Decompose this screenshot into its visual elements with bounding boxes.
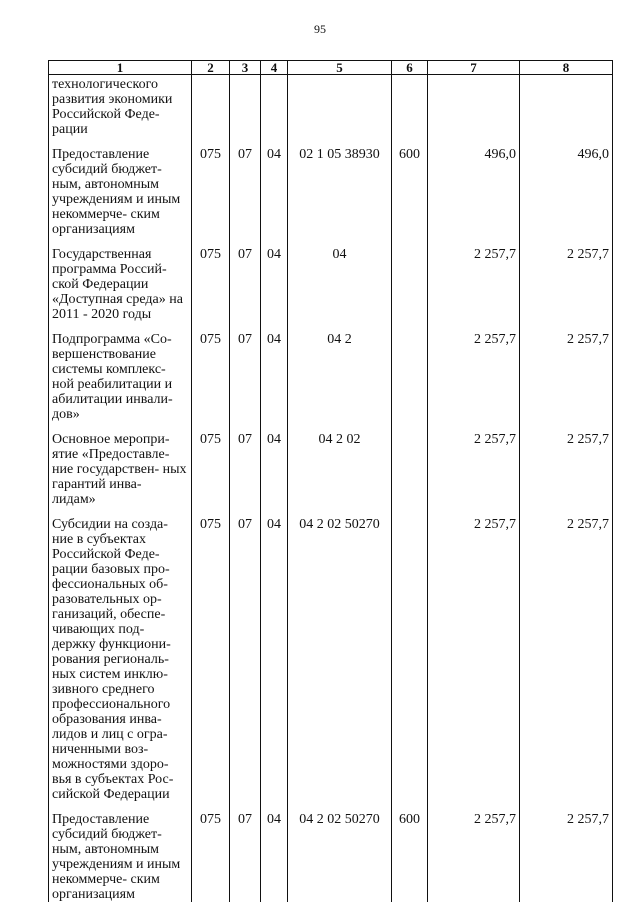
table-row bbox=[49, 322, 613, 422]
cell-amount-2: 496,0 bbox=[520, 137, 613, 237]
column-header: 7 bbox=[428, 61, 520, 75]
cell-amount-1: 496,0 bbox=[428, 137, 520, 237]
cell-expense-type bbox=[392, 322, 428, 422]
column-header: 8 bbox=[520, 61, 613, 75]
cell-section: 07 bbox=[230, 137, 261, 237]
budget-table bbox=[48, 60, 613, 902]
cell-amount-1: 2 257,7 bbox=[428, 422, 520, 507]
cell-section: 07 bbox=[230, 322, 261, 422]
cell-expense-type bbox=[392, 237, 428, 322]
column-header: 1 bbox=[49, 61, 192, 75]
cell-expense-type bbox=[392, 75, 428, 138]
table-row bbox=[49, 237, 613, 322]
cell-code: 075 bbox=[192, 322, 230, 422]
column-header: 2 bbox=[192, 61, 230, 75]
table-header-row bbox=[49, 61, 613, 75]
cell-expense-type: 600 bbox=[392, 802, 428, 902]
table-row bbox=[49, 422, 613, 507]
cell-target-article: 04 bbox=[288, 237, 392, 322]
cell-subsection: 04 bbox=[261, 137, 288, 237]
cell-target-article: 04 2 bbox=[288, 322, 392, 422]
row-name: Подпрограмма «Со- вершенствование системы комплекс- ной реабилитации и абилитации инвали- дов» bbox=[49, 322, 192, 422]
cell-subsection: 04 bbox=[261, 802, 288, 902]
column-header: 3 bbox=[230, 61, 261, 75]
cell-target-article: 04 2 02 50270 bbox=[288, 507, 392, 802]
cell-subsection: 04 bbox=[261, 422, 288, 507]
cell-target-article: 02 1 05 38930 bbox=[288, 137, 392, 237]
cell-amount-1: 2 257,7 bbox=[428, 507, 520, 802]
cell-expense-type bbox=[392, 507, 428, 802]
cell-target-article: 04 2 02 50270 bbox=[288, 802, 392, 902]
cell-code: 075 bbox=[192, 422, 230, 507]
cell-amount-1 bbox=[428, 75, 520, 138]
cell-code: 075 bbox=[192, 507, 230, 802]
cell-code: 075 bbox=[192, 802, 230, 902]
table-row bbox=[49, 75, 613, 138]
table-row bbox=[49, 802, 613, 902]
cell-amount-2 bbox=[520, 75, 613, 138]
row-name: Предоставление субсидий бюджет- ным, автономным учреждениям и иным некоммерче- ским организациям bbox=[49, 137, 192, 237]
row-name: технологического развития экономики Российской Феде- рации bbox=[49, 75, 192, 138]
cell-amount-2: 2 257,7 bbox=[520, 507, 613, 802]
row-name: Предоставление субсидий бюджет- ным, автономным учреждениям и иным некоммерче- ским организациям bbox=[49, 802, 192, 902]
cell-subsection: 04 bbox=[261, 322, 288, 422]
cell-amount-1: 2 257,7 bbox=[428, 802, 520, 902]
cell-section: 07 bbox=[230, 237, 261, 322]
cell-target-article bbox=[288, 75, 392, 138]
cell-code: 075 bbox=[192, 137, 230, 237]
row-name: Государственная программа Россий- ской Федерации «Доступная среда» на 2011 - 2020 годы bbox=[49, 237, 192, 322]
cell-expense-type bbox=[392, 422, 428, 507]
table-row bbox=[49, 507, 613, 802]
column-header: 5 bbox=[288, 61, 392, 75]
cell-amount-2: 2 257,7 bbox=[520, 802, 613, 902]
cell-amount-2: 2 257,7 bbox=[520, 422, 613, 507]
column-header: 6 bbox=[392, 61, 428, 75]
cell-section: 07 bbox=[230, 802, 261, 902]
cell-section bbox=[230, 75, 261, 138]
table-row bbox=[49, 137, 613, 237]
cell-code: 075 bbox=[192, 237, 230, 322]
cell-section: 07 bbox=[230, 507, 261, 802]
cell-expense-type: 600 bbox=[392, 137, 428, 237]
cell-target-article: 04 2 02 bbox=[288, 422, 392, 507]
cell-amount-1: 2 257,7 bbox=[428, 322, 520, 422]
cell-amount-2: 2 257,7 bbox=[520, 322, 613, 422]
row-name: Субсидии на созда- ние в субъектах Российской Феде- рации базовых про- фессиональных об- разовательных ор- ганизаций, обеспе- чивающих под- держку функциони- рования региональ- ных систем инклю- зивного среднего профессионального образования инва- лидов и лиц с огра- ниченными воз- можностями здоро- вья в субъектах Рос- сийской Федерации bbox=[49, 507, 192, 802]
cell-amount-2: 2 257,7 bbox=[520, 237, 613, 322]
page-number: 95 bbox=[314, 22, 326, 36]
cell-subsection bbox=[261, 75, 288, 138]
row-name: Основное меропри- ятие «Предоставле- ние государствен- ных гарантий инва- лидам» bbox=[49, 422, 192, 507]
cell-code bbox=[192, 75, 230, 138]
column-header: 4 bbox=[261, 61, 288, 75]
cell-subsection: 04 bbox=[261, 237, 288, 322]
cell-section: 07 bbox=[230, 422, 261, 507]
cell-subsection: 04 bbox=[261, 507, 288, 802]
cell-amount-1: 2 257,7 bbox=[428, 237, 520, 322]
